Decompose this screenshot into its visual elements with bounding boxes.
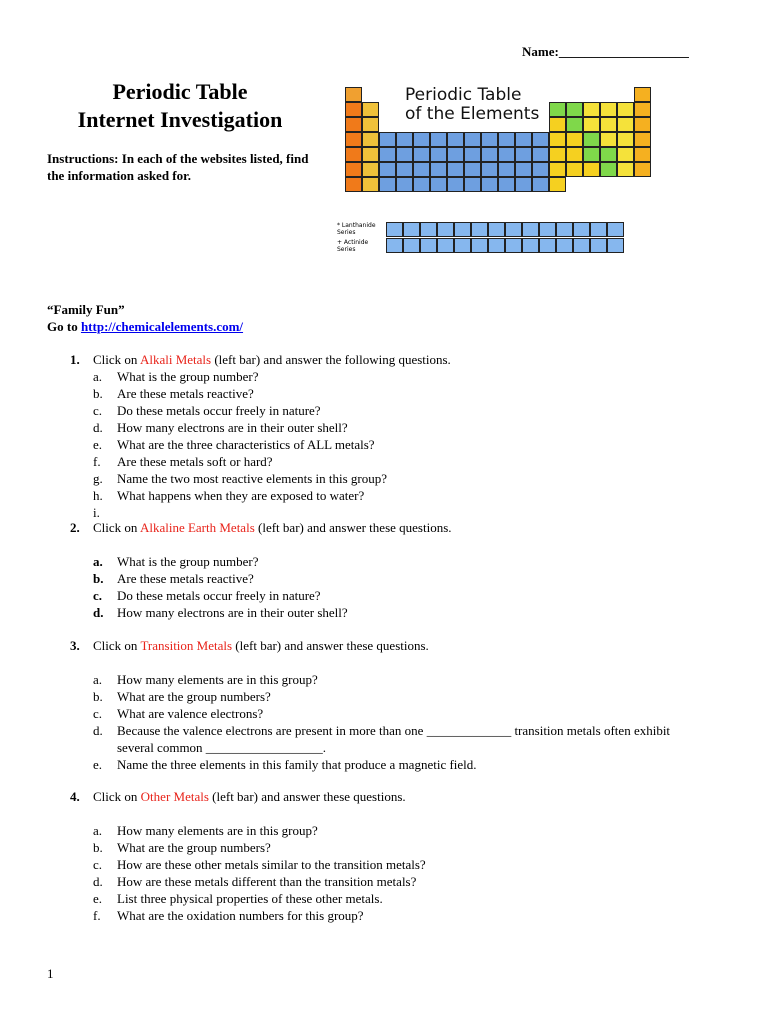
question-topic-link[interactable]: Alkali Metals — [139, 352, 212, 367]
lanthanide-series-label — [337, 222, 376, 236]
element-cell — [532, 147, 549, 162]
element-cell — [345, 177, 362, 192]
item-letter: i. — [93, 505, 100, 520]
item-text: Are these metals soft or hard? — [117, 454, 273, 469]
question-item — [70, 722, 710, 756]
periodic-table-title-line-1: Periodic Table — [405, 85, 522, 105]
question-item — [70, 570, 710, 587]
element-cell — [464, 177, 481, 192]
periodic-table-title — [405, 86, 539, 124]
actinide-label-line-2: Series — [337, 246, 356, 253]
element-cell — [430, 147, 447, 162]
item-text: Are these metals reactive? — [117, 386, 254, 401]
element-cell — [515, 177, 532, 192]
question-number: 4. — [70, 789, 80, 804]
element-cell — [345, 162, 362, 177]
item-letter: d. — [93, 874, 103, 889]
question-header — [70, 637, 710, 654]
element-cell — [522, 222, 539, 237]
element-cell — [532, 162, 549, 177]
element-cell — [481, 177, 498, 192]
element-cell — [481, 162, 498, 177]
element-cell — [430, 132, 447, 147]
item-letter: e. — [93, 757, 103, 772]
element-cell — [447, 132, 464, 147]
item-text: How many electrons are in their outer shell? — [117, 605, 348, 620]
element-cell — [634, 147, 651, 162]
element-cell — [464, 162, 481, 177]
question-1 — [70, 351, 710, 521]
element-cell — [345, 117, 362, 132]
item-letter: a. — [93, 369, 103, 384]
element-cell — [583, 132, 600, 147]
element-cell — [556, 222, 573, 237]
element-cell — [634, 102, 651, 117]
element-cell — [556, 238, 573, 253]
question-number: 2. — [70, 520, 80, 535]
element-cell — [471, 222, 488, 237]
element-cell — [617, 117, 634, 132]
element-cell — [549, 147, 566, 162]
question-prompt-prefix: Click on — [93, 638, 141, 653]
element-cell — [583, 147, 600, 162]
element-cell — [403, 222, 420, 237]
element-cell — [454, 222, 471, 237]
item-letter: d. — [93, 420, 103, 435]
question-item — [70, 873, 710, 890]
element-cell — [379, 147, 396, 162]
element-cell — [498, 147, 515, 162]
page-title-line-1: Periodic Table — [112, 79, 248, 104]
item-text: Because the valence electrons are present in more than one _____________ transition metals often exhibit several common __________________. — [117, 723, 671, 755]
question-item — [70, 553, 710, 570]
item-letter: b. — [93, 689, 103, 704]
element-cell — [515, 147, 532, 162]
item-letter: g. — [93, 471, 103, 486]
element-cell — [583, 117, 600, 132]
element-cell — [607, 238, 624, 253]
element-cell — [566, 102, 583, 117]
element-cell — [600, 147, 617, 162]
periodic-table-title-line-2: of the Elements — [405, 104, 540, 124]
element-cell — [617, 102, 634, 117]
actinide-series-label — [337, 239, 368, 253]
item-letter: e. — [93, 891, 103, 906]
item-letter: c. — [93, 857, 103, 872]
element-cell — [413, 162, 430, 177]
element-cell — [549, 177, 566, 192]
question-prompt-suffix: (left bar) and answer these questions. — [254, 520, 452, 535]
question-item — [70, 368, 710, 385]
element-cell — [573, 238, 590, 253]
element-cell — [634, 162, 651, 177]
element-cell — [488, 238, 505, 253]
element-cell — [437, 222, 454, 237]
question-prompt — [93, 519, 452, 536]
item-text: What is the group number? — [117, 369, 259, 384]
question-item — [70, 705, 710, 722]
periodic-table-image — [335, 80, 687, 260]
question-item — [70, 604, 710, 621]
question-4 — [70, 788, 710, 924]
element-cell — [600, 132, 617, 147]
item-letter: b. — [93, 386, 103, 401]
question-header — [70, 351, 710, 368]
question-item — [70, 856, 710, 873]
item-text: List three physical properties of these other metals. — [117, 891, 383, 906]
element-cell — [634, 87, 651, 102]
question-prompt-suffix: (left bar) and answer these questions. — [232, 638, 429, 653]
element-cell — [430, 162, 447, 177]
element-cell — [498, 132, 515, 147]
question-prompt-suffix: (left bar) and answer these questions. — [208, 789, 406, 804]
question-item — [70, 671, 710, 688]
element-cell — [532, 177, 549, 192]
element-cell — [498, 177, 515, 192]
element-cell — [413, 177, 430, 192]
element-cell — [447, 177, 464, 192]
item-text: How are these other metals similar to the transition metals? — [117, 857, 426, 872]
item-letter: b. — [93, 571, 104, 586]
question-prompt-suffix: (left bar) and answer the following questions. — [211, 352, 451, 367]
element-cell — [583, 102, 600, 117]
name-field-label: Name:____________________ — [522, 44, 689, 59]
item-letter: h. — [93, 488, 103, 503]
item-letter: c. — [93, 706, 103, 721]
element-cell — [481, 132, 498, 147]
element-cell — [345, 87, 362, 102]
question-number: 1. — [70, 352, 80, 367]
family-fun-section — [47, 301, 243, 335]
element-cell — [430, 177, 447, 192]
element-cell — [590, 222, 607, 237]
question-prompt — [93, 637, 429, 654]
question-item — [70, 839, 710, 856]
element-cell — [362, 147, 379, 162]
element-cell — [600, 117, 617, 132]
item-text: What are the three characteristics of ALL metals? — [117, 437, 375, 452]
element-cell — [386, 238, 403, 253]
element-cell — [420, 238, 437, 253]
item-text: What happens when they are exposed to water? — [117, 488, 365, 503]
item-letter: c. — [93, 588, 103, 603]
page-title — [40, 78, 320, 134]
item-letter: a. — [93, 823, 103, 838]
item-text: Name the two most reactive elements in this group? — [117, 471, 388, 486]
question-item — [70, 453, 710, 470]
element-cell — [481, 147, 498, 162]
element-cell — [515, 162, 532, 177]
element-cell — [362, 132, 379, 147]
element-cell — [396, 162, 413, 177]
element-cell — [345, 132, 362, 147]
question-item — [70, 487, 710, 504]
instructions-text: Instructions: In each of the websites listed, find the information asked for. — [47, 151, 309, 183]
question-item — [70, 587, 710, 604]
item-text: Name the three elements in this family that produce a magnetic field. — [117, 757, 477, 772]
element-cell — [413, 147, 430, 162]
item-text: How many electrons are in their outer shell? — [117, 420, 348, 435]
element-cell — [403, 238, 420, 253]
element-cell — [634, 117, 651, 132]
element-cell — [566, 162, 583, 177]
element-cell — [362, 102, 379, 117]
actinide-label-line-1: + Actinide — [337, 239, 369, 246]
question-item — [70, 890, 710, 907]
element-cell — [379, 177, 396, 192]
item-letter: b. — [93, 840, 103, 855]
element-cell — [590, 238, 607, 253]
element-cell — [617, 147, 634, 162]
element-cell — [539, 238, 556, 253]
item-letter: f. — [93, 908, 101, 923]
element-cell — [362, 117, 379, 132]
question-number: 3. — [70, 638, 80, 653]
lanthanide-label-line-2: Series — [337, 229, 356, 236]
element-cell — [437, 238, 454, 253]
item-text: Do these metals occur freely in nature? — [117, 588, 321, 603]
element-cell — [515, 132, 532, 147]
question-3 — [70, 637, 710, 773]
element-cell — [566, 132, 583, 147]
element-cell — [471, 238, 488, 253]
question-item — [70, 436, 710, 453]
element-cell — [488, 222, 505, 237]
element-cell — [566, 147, 583, 162]
question-topic-link[interactable]: Alkaline Earth Metals — [139, 520, 255, 535]
item-letter: f. — [93, 454, 101, 469]
item-letter: d. — [93, 605, 104, 620]
element-cell — [362, 162, 379, 177]
goto-prefix: Go to — [47, 319, 81, 334]
item-text: Are these metals reactive? — [117, 571, 254, 586]
element-cell — [464, 132, 481, 147]
question-prompt-prefix: Click on — [93, 352, 140, 367]
goto-line — [47, 318, 243, 335]
question-item — [70, 688, 710, 705]
element-cell — [505, 222, 522, 237]
element-cell — [549, 162, 566, 177]
element-cell — [522, 238, 539, 253]
lanthanide-label-line-1: * Lanthanide — [337, 222, 376, 229]
question-item — [70, 419, 710, 436]
item-letter: e. — [93, 437, 103, 452]
question-item — [70, 822, 710, 839]
element-cell — [634, 132, 651, 147]
family-fun-title: “Family Fun” — [47, 302, 125, 317]
element-cell — [607, 222, 624, 237]
item-letter: a. — [93, 672, 103, 687]
chemicalelements-link[interactable]: http://chemicalelements.com/ — [80, 319, 244, 334]
question-topic-link[interactable]: Transition Metals — [140, 638, 233, 653]
element-cell — [345, 147, 362, 162]
item-text: What are the oxidation numbers for this group? — [117, 908, 364, 923]
question-item — [70, 470, 710, 487]
question-item — [70, 385, 710, 402]
element-cell — [464, 147, 481, 162]
element-cell — [379, 132, 396, 147]
item-text: How many elements are in this group? — [117, 672, 318, 687]
question-item — [70, 907, 710, 924]
question-item — [70, 756, 710, 773]
element-cell — [549, 102, 566, 117]
item-text: How are these metals different than the transition metals? — [117, 874, 417, 889]
element-cell — [583, 162, 600, 177]
item-text: What are valence electrons? — [117, 706, 264, 721]
item-letter: c. — [93, 403, 103, 418]
question-header — [70, 788, 710, 805]
question-header — [70, 519, 710, 536]
item-letter: a. — [93, 554, 103, 569]
element-cell — [549, 132, 566, 147]
element-cell — [505, 238, 522, 253]
element-cell — [386, 222, 403, 237]
element-cell — [573, 222, 590, 237]
element-cell — [539, 222, 556, 237]
element-cell — [454, 238, 471, 253]
element-cell — [420, 222, 437, 237]
element-cell — [345, 102, 362, 117]
element-cell — [566, 117, 583, 132]
element-cell — [362, 177, 379, 192]
element-cell — [447, 162, 464, 177]
element-cell — [600, 102, 617, 117]
item-letter: d. — [93, 723, 103, 738]
item-text: What are the group numbers? — [117, 689, 271, 704]
item-text: What is the group number? — [117, 554, 259, 569]
question-item — [70, 402, 710, 419]
element-cell — [617, 132, 634, 147]
question-prompt-prefix: Click on — [93, 520, 140, 535]
element-cell — [396, 177, 413, 192]
element-cell — [396, 132, 413, 147]
element-cell — [617, 162, 634, 177]
page-number: 1 — [47, 966, 54, 981]
question-prompt — [93, 788, 406, 805]
element-cell — [532, 132, 549, 147]
item-text: What are the group numbers? — [117, 840, 271, 855]
item-text: Do these metals occur freely in nature? — [117, 403, 321, 418]
element-cell — [379, 162, 396, 177]
element-cell — [447, 147, 464, 162]
question-prompt-prefix: Click on — [93, 789, 141, 804]
element-cell — [549, 117, 566, 132]
page-title-line-2: Internet Investigation — [77, 107, 283, 132]
question-topic-link[interactable]: Other Metals — [140, 789, 209, 804]
question-prompt — [93, 351, 451, 368]
item-text: How many elements are in this group? — [117, 823, 318, 838]
question-2 — [70, 519, 710, 621]
element-cell — [396, 147, 413, 162]
element-cell — [600, 162, 617, 177]
element-cell — [498, 162, 515, 177]
element-cell — [413, 132, 430, 147]
